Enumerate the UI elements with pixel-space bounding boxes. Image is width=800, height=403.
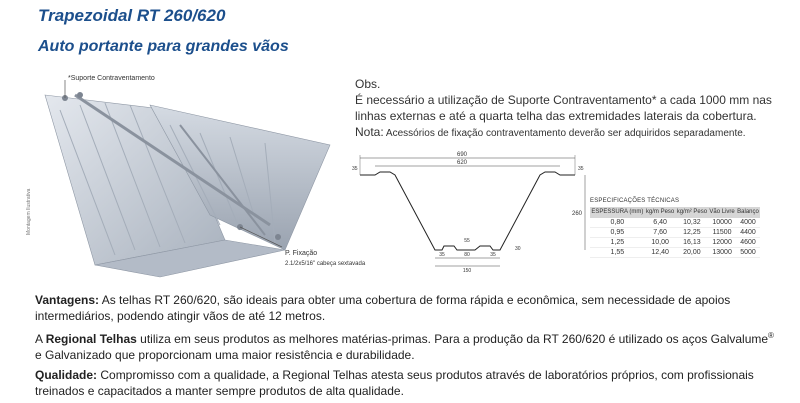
table-row [590, 238, 760, 248]
dim-150: 150 [462, 268, 472, 274]
table-cell: 1,55 [590, 248, 645, 258]
obs-note [355, 124, 785, 142]
dim-35-bottom-left: 35 [439, 252, 445, 258]
specs-title: ESPECIFICAÇÕES TÉCNICAS [590, 198, 680, 204]
table-cell: 16,13 [675, 238, 708, 248]
table-cell: 6,40 [645, 218, 676, 228]
qualidade-text: Compromisso com a qualidade, a Regional Telhas atesta seus produtos através de laboratórios próprios, com profissionais treinados e capacitados a manter sempre produtos de alta qualidade. [35, 368, 754, 398]
regional-text: utiliza em seus produtos as melhores matérias-primas. Para a produção da RT 260/620 é utilizado os aços Galvalume [136, 332, 769, 346]
dim-620: 620 [456, 160, 468, 166]
registered-mark: ® [768, 331, 774, 340]
specs-table [590, 207, 760, 258]
table-cell: 11500 [708, 228, 736, 238]
regional-pre: A [35, 332, 46, 346]
qualidade-label: Qualidade: [35, 368, 98, 382]
table-cell: 4400 [736, 228, 760, 238]
regional-label: Regional Telhas [45, 332, 137, 346]
qualidade-paragraph [35, 367, 775, 399]
table-cell: 0,95 [590, 228, 645, 238]
suporte-label: *Suporte Contraventamento [68, 75, 155, 82]
table-cell: 4600 [736, 238, 760, 248]
table-cell: 10,00 [645, 238, 676, 248]
regional-text-2: e Galvanizado que proporcionam uma maior resistência e durabilidade. [35, 348, 415, 362]
table-cell: 1,25 [590, 238, 645, 248]
table-cell: 20,00 [675, 248, 708, 258]
table-row [590, 218, 760, 228]
dim-35-right: 35 [578, 166, 584, 172]
specs-table-block [590, 198, 790, 258]
page-subtitle: Auto portante para grandes vãos [38, 38, 289, 55]
table-cell: 10000 [708, 218, 736, 228]
table-cell: 0,80 [590, 218, 645, 228]
profile-diagram [350, 150, 595, 275]
fixacao-label-2: 2.1/2x5/16" cabeça sextavada [285, 261, 366, 267]
specs-header-cell: Vão Livre [708, 207, 736, 218]
dim-35-left: 35 [352, 166, 358, 172]
specs-header-row [590, 207, 760, 218]
table-row [590, 228, 760, 238]
page-title: Trapezoidal RT 260/620 [38, 6, 226, 25]
table-cell: 10,32 [675, 218, 708, 228]
fixacao-label-1: P. Fixação [285, 250, 318, 257]
specs-header-cell: ESPESSURA (mm) [590, 207, 645, 218]
vantagens-text: As telhas RT 260/620, são ideais para obter uma cobertura de forma rápida e econômica, sem necessidade de apoios intermediários, podendo atingir vãos de até 12 metros. [35, 293, 731, 323]
table-row [590, 248, 760, 258]
note-text: Acessórios de fixação contraventamento deverão ser adquiridos separadamente. [383, 128, 746, 139]
dim-35-bottom-right: 35 [490, 252, 496, 258]
table-cell: 5000 [736, 248, 760, 258]
body-text [35, 292, 775, 403]
dim-260: 260 [571, 211, 582, 217]
table-cell: 13000 [708, 248, 736, 258]
table-cell: 12,25 [675, 228, 708, 238]
dim-690: 690 [456, 152, 468, 158]
obs-heading: Obs. [355, 77, 381, 91]
specs-header-cell: kg/m Peso [645, 207, 676, 218]
dim-80: 80 [464, 252, 470, 258]
table-cell: 12,40 [645, 248, 676, 258]
vantagens-paragraph [35, 292, 775, 324]
obs-text: É necessário a utilização de Suporte Contraventamento* a cada 1000 mm nas linhas externas e até a quarta telha das extremidades laterais da cobertura. [355, 93, 772, 123]
note-label: Nota: [355, 125, 384, 139]
table-cell: 12000 [708, 238, 736, 248]
observation-block [355, 76, 785, 142]
vertical-caption: Montagem Ilustrativa [26, 188, 32, 235]
specs-header-cell: Balanço [736, 207, 760, 218]
regional-paragraph [35, 328, 775, 363]
dim-30: 30 [515, 246, 521, 252]
vantagens-label: Vantagens: [35, 293, 100, 307]
table-cell: 4000 [736, 218, 760, 228]
specs-header-cell: kg/m² Peso [675, 207, 708, 218]
dim-55: 55 [464, 238, 470, 244]
table-cell: 7,60 [645, 228, 676, 238]
